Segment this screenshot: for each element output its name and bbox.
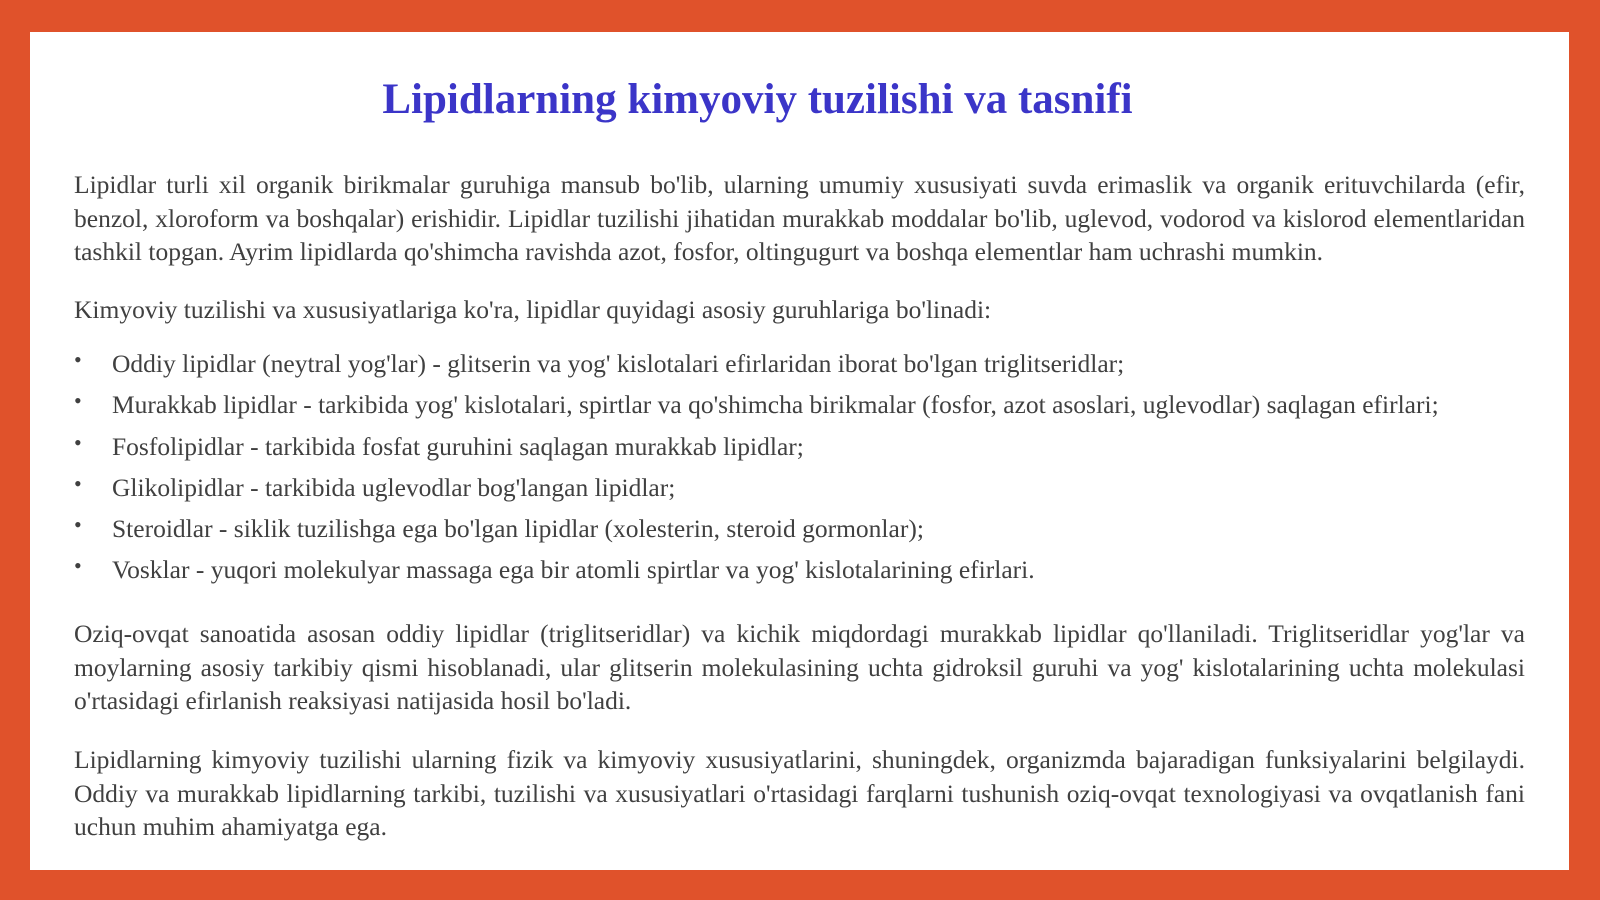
list-item-text: Fosfolipidlar - tarkibida fosfat guruhini saqlagan murakkab lipidlar; bbox=[112, 431, 804, 461]
bullet-icon: • bbox=[74, 429, 82, 455]
bullet-icon: • bbox=[74, 347, 82, 372]
list-item-text: Steroidlar - siklik tuzilishga ega bo'lgan lipidlar (xolesterin, steroid gormonlar); bbox=[112, 514, 924, 544]
bullet-icon: • bbox=[74, 388, 82, 414]
list-item bbox=[74, 347, 1569, 388]
list-item bbox=[74, 553, 1569, 594]
list-item-text: Vosklar - yuqori molekulyar massaga ega bir atomli spirtlar va yog' kislotalarining efirlari. bbox=[112, 555, 1035, 585]
conclusion-paragraph: Lipidlarning kimyoviy tuzilishi ularning fizik va kimyoviy xususiyatlarini, shuningdek, organizmda bajaradigan funksiyalarini belgilaydi. Oddiy va murakkab lipidlarning tarkibi, tuzilishi va xususiyatlari o'rtasidagi farqlarni tushunish oziq-ovqat texnologiyasi va ovqatlanish fani uchun muhim ahamiyatga ega. bbox=[74, 745, 1525, 841]
list-item bbox=[74, 512, 1569, 553]
list-item-text: Oddiy lipidlar (neytral yog'lar) - glitserin va yog' kislotalari efirlaridan iborat bo'lgan triglitseridlar; bbox=[112, 349, 1125, 378]
bullet-icon: • bbox=[74, 553, 82, 579]
slide-content bbox=[30, 32, 1569, 870]
lipid-groups-list bbox=[74, 347, 1569, 595]
list-item-text: Murakkab lipidlar - tarkibida yog' kislotalari, spirtlar va qo'shimcha birikmalar (fosfor, azot asoslari, uglevodlar) saqlagan efirlari; bbox=[112, 390, 1439, 420]
bullet-icon: • bbox=[74, 470, 82, 496]
intro-paragraph: Lipidlar turli xil organik birikmalar guruhiga mansub bo'lib, ularning umumiy xususiyati suvda erimaslik va organik erituvchilarda (efir, benzol, xloroform va boshqalar) erishidir. Lipidlar tuzilishi jihatidan murakkab moddalar bo'lib, uglevod, vodorod va kislorod elementlaridan tashkil topgan. Ayrim lipidlarda qo'shimcha ravishda azot, fosfor, oltingugurt va boshqa elementlar ham uchrashi mumkin. bbox=[74, 170, 1525, 266]
list-item bbox=[74, 430, 1569, 471]
list-item-text: Glikolipidlar - tarkibida uglevodlar bog'langan lipidlar; bbox=[112, 472, 676, 502]
bullet-icon: • bbox=[74, 512, 82, 538]
list-item bbox=[74, 388, 1569, 429]
slide-title: Lipidlarning kimyoviy tuzilishi va tasnifi bbox=[382, 76, 1133, 123]
classification-intro: Kimyoviy tuzilishi va xususiyatlariga ko'ra, lipidlar quyidagi asosiy guruhlariga bo'linadi: bbox=[74, 295, 992, 324]
list-item bbox=[74, 471, 1569, 512]
food-industry-paragraph: Oziq-ovqat sanoatida asosan oddiy lipidlar (triglitseridlar) va kichik miqdordagi murakkab lipidlar qo'llaniladi. Triglitseridlar yog'lar va moylarning asosiy tarkibiy qismi hisoblanadi, ular glitserin molekulasining uchta gidroksil guruhi va yog' kislotalarining uchta molekulasi o'rtasidagi efirlanish reaksiyasi natijasida hosil bo'ladi. bbox=[74, 619, 1525, 715]
